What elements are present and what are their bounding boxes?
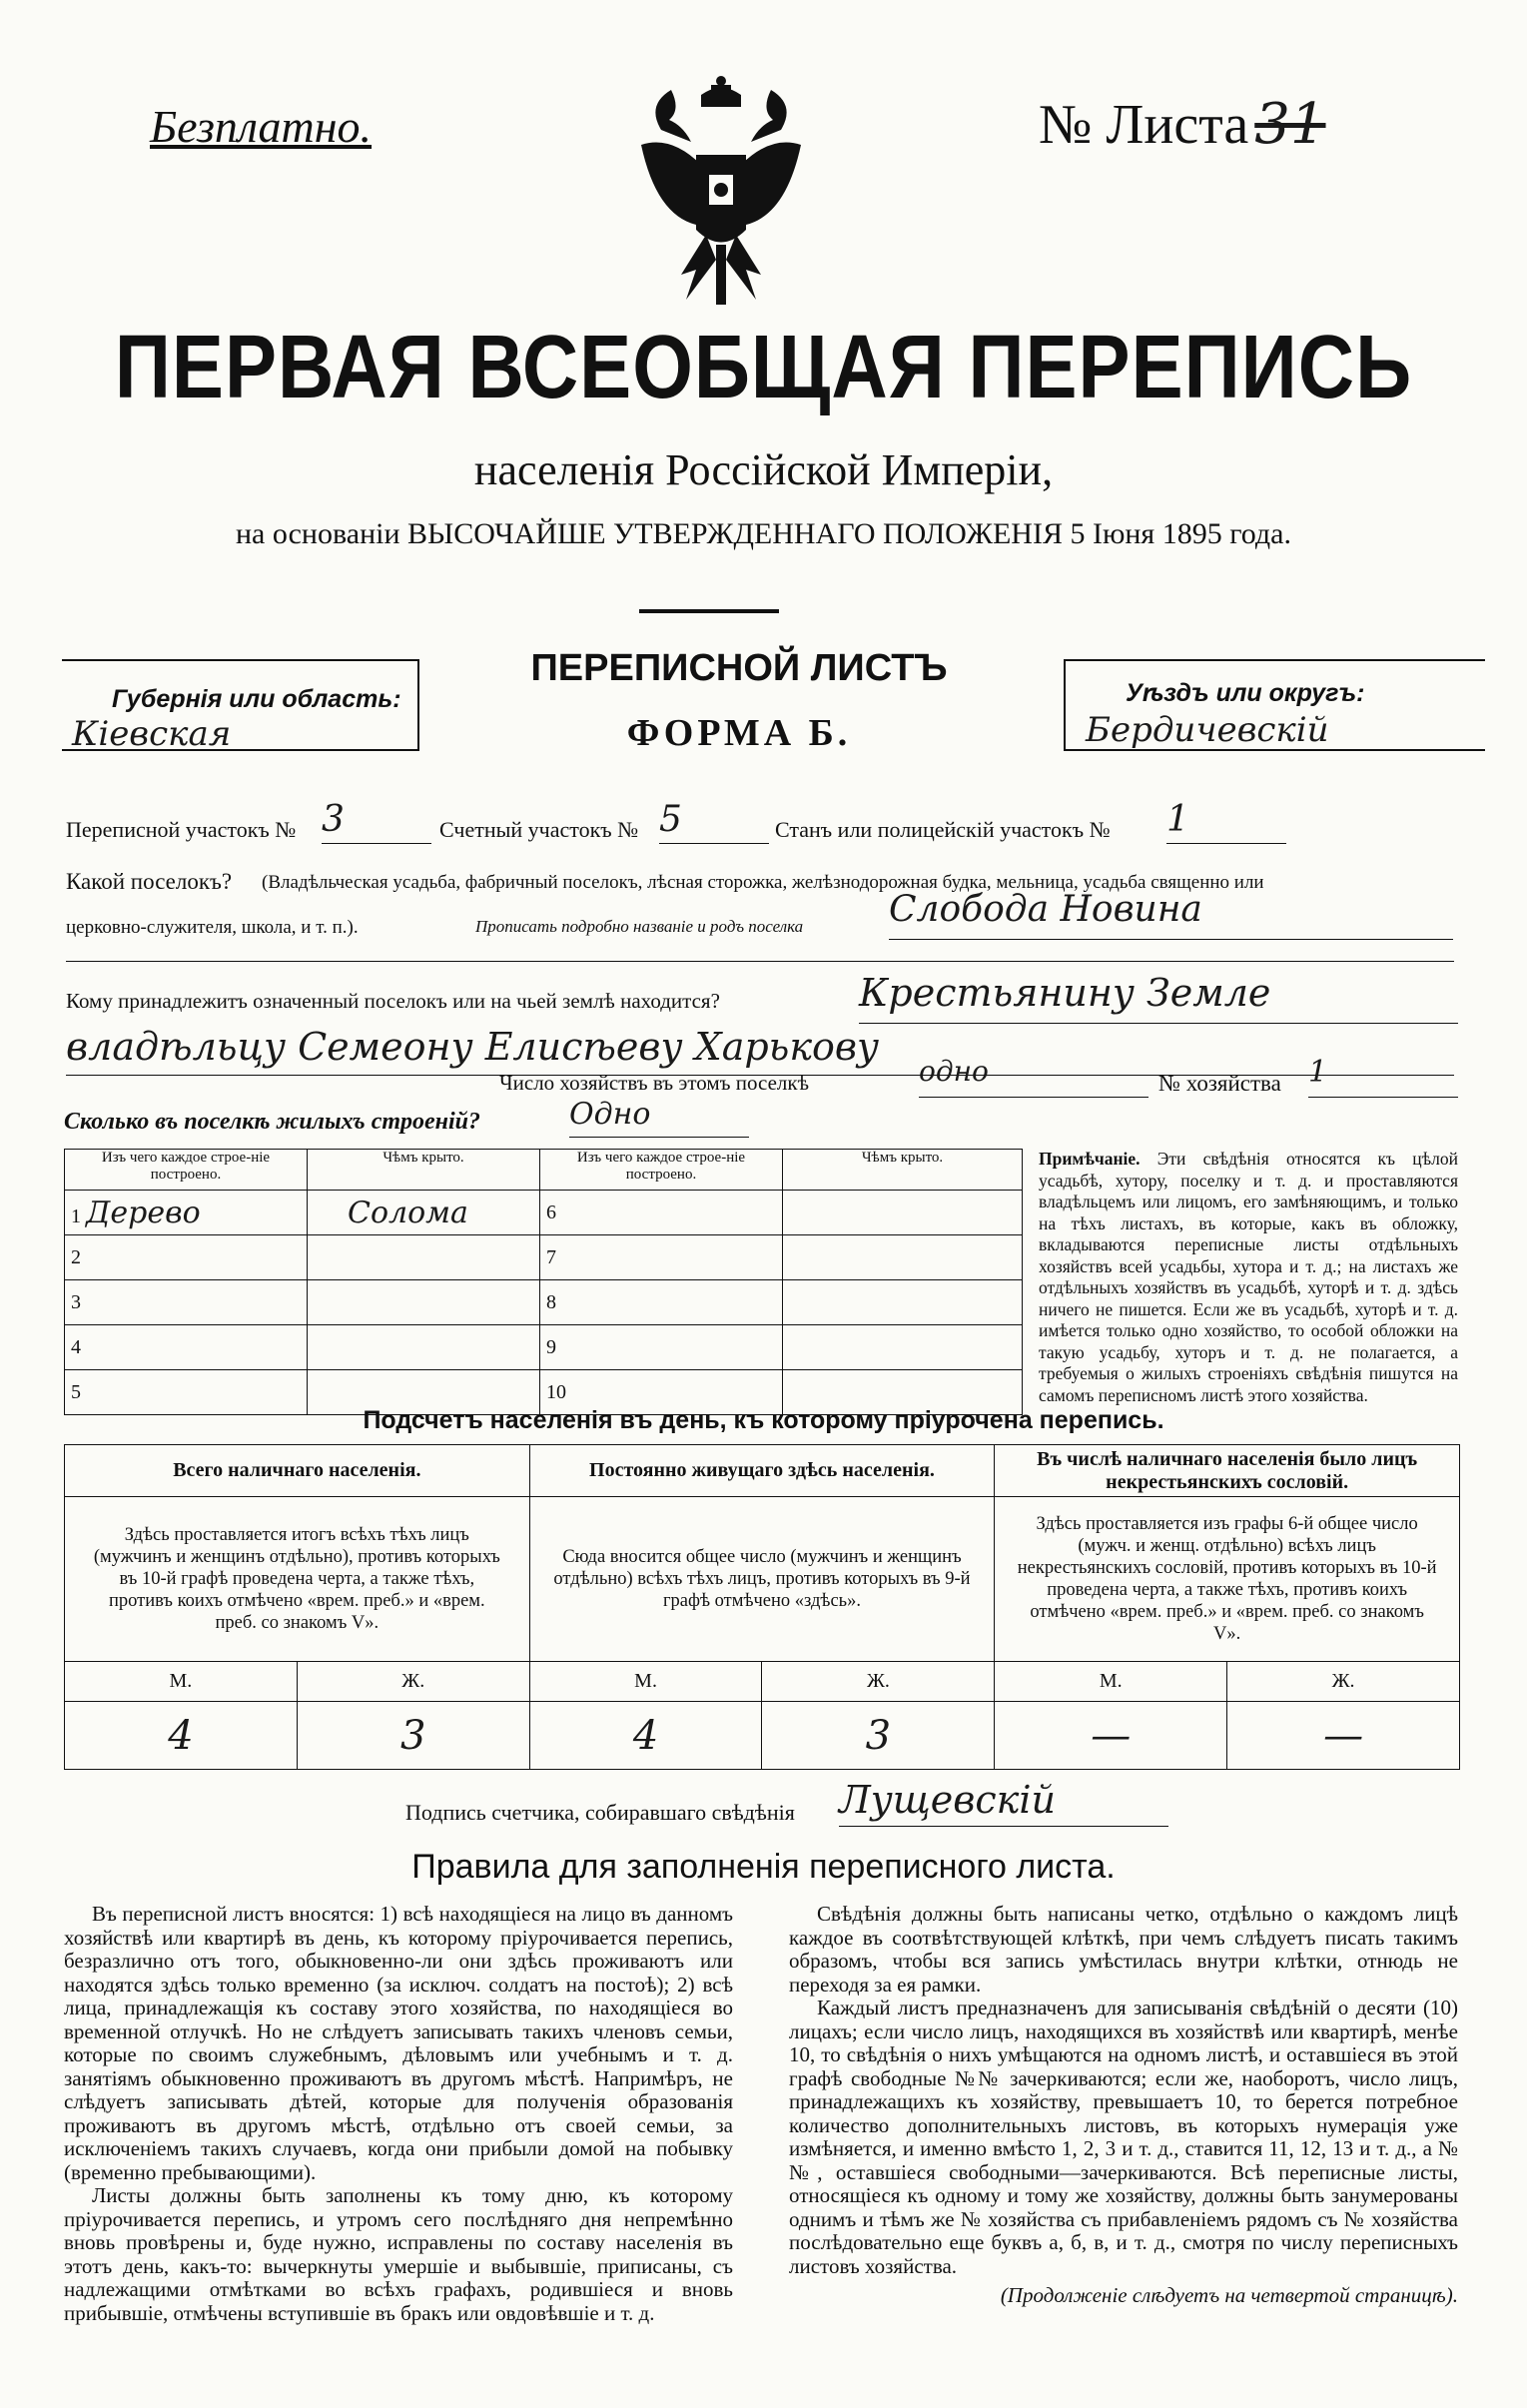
rules-left-column: [64, 1903, 733, 2325]
table-cell[interactable]: [783, 1325, 1023, 1370]
male-label: М.: [995, 1662, 1227, 1702]
note-text: Эти свѣдѣнія относятся къ цѣлой усадьбѣ, хутору, поселку и т. д. и проставляются владѣльцемъ или лицомъ, его замѣняющимъ, и только на тѣхъ листахъ, въ которые, какъ въ обложку, вкладываются переписные листы отдѣльныхъ хозяйствъ всей усадьбы, хутора и т. д.; на листахъ же отдѣльныхъ хозяйствъ въ усадьбѣ, хуторѣ и т. д. здѣсь ничего не пишется. Если же въ усадьбѣ, хуторѣ и т. д. имѣется только одно хозяйство, то особой обложки на такую усадьбу, хуторъ и т. д. не полагается, а требуемыя о жилыхъ строеніяхъ свѣдѣнія пишутся на самомъ переписномъ листѣ этого хозяйства.: [1039, 1149, 1458, 1405]
present-male-value[interactable]: 4: [65, 1702, 298, 1770]
present-female-value[interactable]: 3: [297, 1702, 529, 1770]
page-subtitle: населенія Россійской Имперіи,: [473, 445, 1054, 494]
section-title: Въ числѣ наличнаго населенія было лицъ некрестьянскихъ сословій.: [995, 1445, 1460, 1497]
female-label: Ж.: [762, 1662, 995, 1702]
row-number[interactable]: 5: [65, 1370, 308, 1415]
section-title: Всего наличнаго населенія.: [65, 1445, 530, 1497]
settlement-instruction: Прописать подробно названіе и родъ поселка: [475, 917, 804, 936]
household-no-label: № хозяйства: [1158, 1071, 1281, 1096]
basis-line: на основаніи ВЫСОЧАЙШЕ УТВЕРЖДЕННАГО ПОЛОЖЕНІЯ 5 Іюня 1895 года.: [236, 517, 1291, 550]
households-value[interactable]: одно: [919, 1055, 1148, 1098]
table-row: [65, 1235, 1023, 1280]
col-roof-1: Чѣмъ крыто.: [308, 1150, 540, 1191]
note: [1039, 1149, 1458, 1406]
table-cell[interactable]: [783, 1280, 1023, 1325]
form-heading: ПЕРЕПИСНОЙ ЛИСТЪ: [530, 647, 948, 689]
note-title: Примѣчаніе.: [1039, 1149, 1141, 1169]
province-box: [62, 659, 419, 754]
table-row: [65, 1280, 1023, 1325]
divider: [639, 609, 779, 613]
table-cell[interactable]: [65, 1191, 308, 1235]
census-district-label: Переписной участокъ №: [66, 817, 297, 842]
roof-value[interactable]: Солома: [308, 1191, 540, 1235]
owner-value-2[interactable]: владѣльцу Семеону Елисѣеву Харькову: [66, 1025, 1454, 1076]
rules-paragraph: Въ переписной листъ вносятся: 1) всѣ находящіеся на лицо въ данномъ хозяйствѣ или квартирѣ въ день, къ которому пріурочивается перепись, безразлично отъ того, обыкновенно-ли они здѣсь проживаютъ или находятся здѣсь только временно (за исключ. солдатъ на постоѣ); 2) всѣ лица, принадлежащія къ составу этого хозяйства, по находящіеся во временной отлучкѣ. Но не слѣдуетъ записывать такихъ членовъ семьи, которые по своимъ служебнымъ, дѣловымъ или учебнымъ и т. д. занятіямъ обыкновенно проживаютъ въ другомъ мѣстѣ. Напримѣръ, не слѣдуетъ записывать дѣтей, которые для полученія образованія проживаютъ въ другомъ мѣстѣ, отдѣльно отъ своей семьи, за исключеніемъ такихъ случаевъ, когда они прибыли домой на побывку (временно пребывающими).: [64, 1902, 733, 2184]
male-label: М.: [529, 1662, 762, 1702]
blank-line: [66, 961, 1454, 962]
row-number[interactable]: 9: [540, 1325, 783, 1370]
row-number[interactable]: 8: [540, 1280, 783, 1325]
district-value: Бердичевскій: [1086, 710, 1329, 750]
province-value: Кіевская: [72, 714, 232, 754]
owner-value-1[interactable]: Крестьянину Земле: [859, 971, 1458, 1024]
page-title: ПЕРВАЯ ВСЕОБЩАЯ ПЕРЕПИСЬ: [114, 316, 1413, 417]
household-no-value[interactable]: 1: [1308, 1055, 1458, 1098]
sheet-number: [1039, 92, 1326, 157]
section-desc: Здѣсь проставляется итогъ всѣхъ тѣхъ лицъ (мужчинъ и женщинъ отдѣльно), противъ которыхъ въ 10-й графѣ проведена черта, а также тѣхъ, противъ коихъ отмѣчено «врем. преб.» и «врем. преб. со знакомъ V».: [65, 1497, 530, 1662]
rules-paragraph: Каждый листъ предназначенъ для записыванія свѣдѣній о десяти (10) лицахъ; если число лицъ, находящихся въ хозяйствѣ или квартирѣ, менѣе 10, то свѣдѣнія о нихъ умѣщаются на одномъ листѣ, и оставшіеся въ этой графѣ свободные №№ зачеркиваются; если же, наоборотъ, число лицъ, принадлежащихъ къ хозяйству, превышаетъ 10, то берется потребное количество дополнительныхъ листовъ, въ которыхъ нумерація уже измѣняется, и именно вмѣсто 1, 2, 3 и т. д., ставится 11, 12, 13 и т. д., а №№, оставшіеся свободными—зачеркиваются. Всѣ переписные листы, относящіеся къ одному и тому же хозяйству, должны быть занумерованы однимъ и тѣмъ же № хозяйства съ прибавленіемъ рядомъ съ № хозяйства послѣдовательно еще буквъ а, б, в, и т. д., смотря по числу переписныхъ листовъ хозяйства.: [789, 1996, 1458, 2278]
free-label: Безплатно.: [150, 101, 373, 152]
table-cell[interactable]: [308, 1280, 540, 1325]
material-value: Дерево: [86, 1195, 201, 1230]
settlement-hint: (Владѣльческая усадьба, фабричный поселокъ, лѣсная сторожка, желѣзнодорожная будка, мельница, усадьба священно или: [262, 872, 1264, 893]
table-cell[interactable]: [308, 1235, 540, 1280]
population-heading: Подсчетъ населенія въ день, къ которому пріурочена перепись.: [363, 1406, 1164, 1434]
section-desc: Здѣсь проставляется изъ графы 6-й общее число (мужч. и женщ. отдѣльно) всѣхъ лицъ некрестьянскихъ сословій, противъ которыхъ въ 10-й проведена черта, а также тѣхъ, противъ коихъ отмѣчено «врем. преб.» и «врем. преб. со знакомъ V».: [995, 1497, 1460, 1662]
population-table: [64, 1444, 1460, 1770]
table-row: [65, 1191, 1023, 1235]
settlement-hint2: церковно-служителя, школа, и т. п.).: [66, 917, 359, 938]
row-number[interactable]: 4: [65, 1325, 308, 1370]
section-desc: Сюда вносится общее число (мужчинъ и женщинъ отдѣльно) всѣхъ тѣхъ лицъ, противъ которыхъ въ 9-й графѣ отмѣчено «здѣсь».: [529, 1497, 995, 1662]
row-number[interactable]: 3: [65, 1280, 308, 1325]
rules-title: Правила для заполненія переписного листа.: [411, 1848, 1116, 1886]
households-label: Число хозяйствъ въ этомъ поселкѣ: [499, 1071, 809, 1095]
male-label: М.: [65, 1662, 298, 1702]
settlement-value[interactable]: Слобода Новина: [889, 889, 1453, 940]
table-cell[interactable]: [783, 1235, 1023, 1280]
row-number[interactable]: 10: [540, 1370, 783, 1415]
settlement-label: Какой поселокъ?: [66, 869, 233, 894]
row-number[interactable]: 6: [540, 1191, 783, 1235]
stan-value[interactable]: 1: [1166, 799, 1286, 844]
district-box: [1064, 659, 1485, 751]
rules-paragraph: Свѣдѣнія должны быть написаны четко, отдѣльно о каждомъ лицѣ каждое въ соотвѣтствующей клѣткѣ, при чемъ слѣдуетъ писать такимъ образомъ, чтобы вся запись умѣстилась внутри клѣтки, отнюдь не переходя за ея рамки.: [789, 1902, 1458, 1997]
count-district-value[interactable]: 5: [659, 799, 769, 844]
nonpeasant-female-value[interactable]: —: [1227, 1702, 1460, 1770]
province-label: Губернія или область:: [112, 685, 401, 713]
buildings-label: Сколько въ поселкѣ жилыхъ строеній?: [64, 1109, 480, 1135]
table-row: [65, 1325, 1023, 1370]
signature-label: Подпись счетчика, собиравшаго свѣдѣнія: [405, 1800, 795, 1825]
nonpeasant-male-value[interactable]: —: [995, 1702, 1227, 1770]
col-material-2: Изъ чего каждое строе-ніе построено.: [540, 1150, 783, 1191]
section-title: Постоянно живущаго здѣсь населенія.: [529, 1445, 995, 1497]
double-headed-eagle-icon: [621, 75, 821, 320]
signature-value[interactable]: Лущевскій: [839, 1778, 1168, 1827]
owner-label: Кому принадлежитъ означенный поселокъ или на чьей землѣ находится?: [66, 989, 720, 1013]
continued-note: (Продолженіе слѣдуетъ на четвертой страницѣ).: [1000, 2283, 1458, 2307]
row-number[interactable]: 7: [540, 1235, 783, 1280]
resident-female-value[interactable]: 3: [762, 1702, 995, 1770]
female-label: Ж.: [1227, 1662, 1460, 1702]
col-roof-2: Чѣмъ крыто.: [783, 1150, 1023, 1191]
row-number: 1: [71, 1204, 81, 1227]
district-label: Уѣздъ или округъ:: [1126, 679, 1365, 707]
table-cell[interactable]: [308, 1325, 540, 1370]
resident-male-value[interactable]: 4: [529, 1702, 762, 1770]
buildings-value[interactable]: Одно: [569, 1097, 749, 1138]
stan-label: Станъ или полицейскій участокъ №: [775, 817, 1111, 842]
female-label: Ж.: [297, 1662, 529, 1702]
count-district-label: Счетный участокъ №: [439, 817, 639, 842]
sheet-number-label: № Листа: [1039, 94, 1249, 156]
rules-paragraph: Листы должны быть заполнены къ тому дню, къ которому пріурочивается перепись, и утромъ сего послѣдняго дня непремѣнно вновь провѣрены и, буде нужно, исправлены по составу населенія въ этотъ день, какъ-то: вычеркнуты умершіе и выбывшіе, приписаны, съ надлежащими отмѣтками во всѣхъ графахъ, родившіеся и вновь прибывшіе, отмѣчены вступившіе въ бракъ или овдовѣвшіе и т. д.: [64, 2183, 733, 2325]
buildings-table: [64, 1149, 1023, 1415]
table-cell[interactable]: [783, 1191, 1023, 1235]
row-number[interactable]: 2: [65, 1235, 308, 1280]
form-name: ФОРМА Б.: [626, 712, 852, 754]
census-district-value[interactable]: 3: [322, 799, 431, 844]
sheet-number-value: 31: [1254, 92, 1326, 157]
rules-right-column: [789, 1903, 1458, 2308]
col-material-1: Изъ чего каждое строе-ніе построено.: [65, 1150, 308, 1191]
